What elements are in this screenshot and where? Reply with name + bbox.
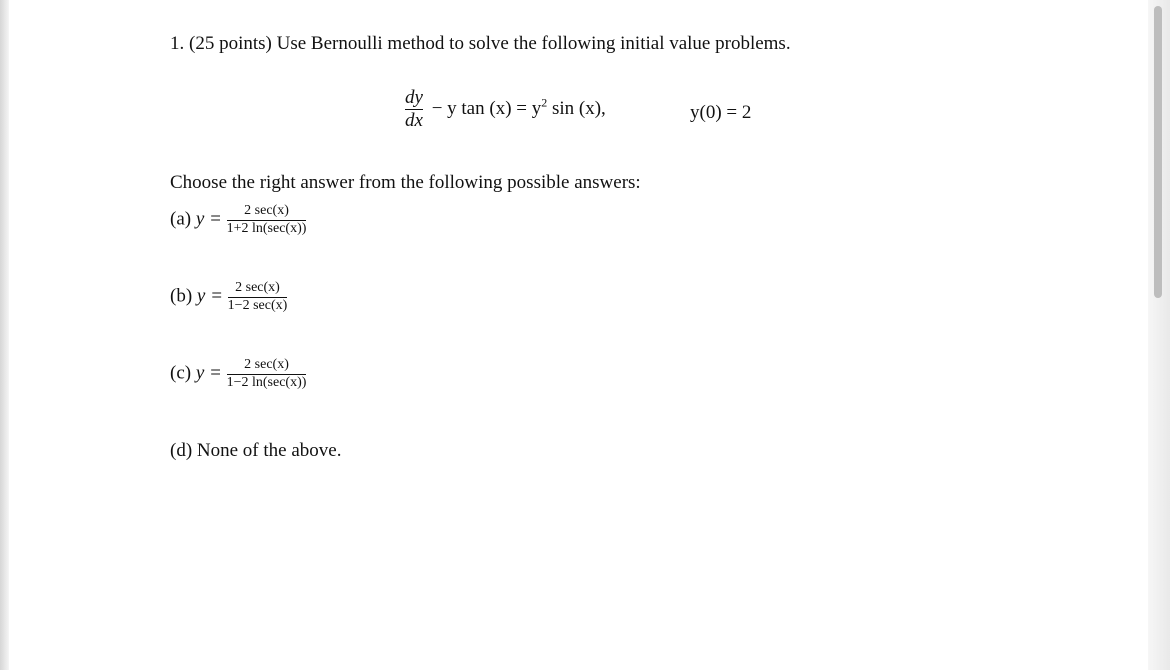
option-b-lhs: y = [196, 285, 223, 307]
option-b[interactable] [170, 281, 287, 313]
left-page-edge [0, 0, 9, 670]
rhs-part1: − y tan (x) = y [431, 97, 542, 119]
vertical-scrollbar[interactable] [1154, 6, 1162, 298]
rhs-exponent: 2 [541, 95, 548, 110]
option-a[interactable] [170, 204, 306, 236]
option-c-denominator: 1−2 ln(sec(x)) [226, 374, 307, 390]
answer-prompt: Choose the right answer from the following possible answers: [170, 172, 641, 193]
problem-number: 1. [170, 33, 185, 54]
differential-equation [405, 88, 606, 131]
option-a-fraction [227, 204, 307, 236]
option-b-label: (b) [170, 285, 193, 307]
option-d[interactable] [170, 440, 341, 462]
option-c-numerator: 2 sec(x) [244, 357, 289, 372]
option-c-label: (c) [170, 362, 192, 384]
initial-condition: y(0) = 2 [690, 102, 752, 123]
option-c-fraction [227, 358, 307, 390]
option-a-lhs: y = [195, 208, 222, 230]
option-a-denominator: 1+2 ln(sec(x)) [226, 220, 307, 236]
problem-heading [170, 33, 791, 55]
option-b-denominator: 1−2 sec(x) [227, 297, 288, 313]
derivative-fraction [405, 88, 423, 131]
option-d-label: (d) [170, 440, 193, 461]
derivative-denominator: dx [405, 109, 423, 131]
equation-rhs [431, 95, 606, 119]
option-c-lhs: y = [195, 362, 222, 384]
rhs-part2: sin (x), [547, 97, 606, 119]
option-a-label: (a) [170, 208, 192, 230]
option-a-numerator: 2 sec(x) [244, 203, 289, 218]
option-c[interactable] [170, 358, 306, 390]
document-page [9, 0, 1148, 670]
problem-statement: (25 points) Use Bernoulli method to solve the following initial value problems. [189, 33, 791, 54]
option-b-numerator: 2 sec(x) [235, 280, 280, 295]
derivative-numerator: dy [405, 87, 423, 108]
option-b-fraction [228, 281, 288, 313]
option-d-text: None of the above. [196, 440, 342, 461]
